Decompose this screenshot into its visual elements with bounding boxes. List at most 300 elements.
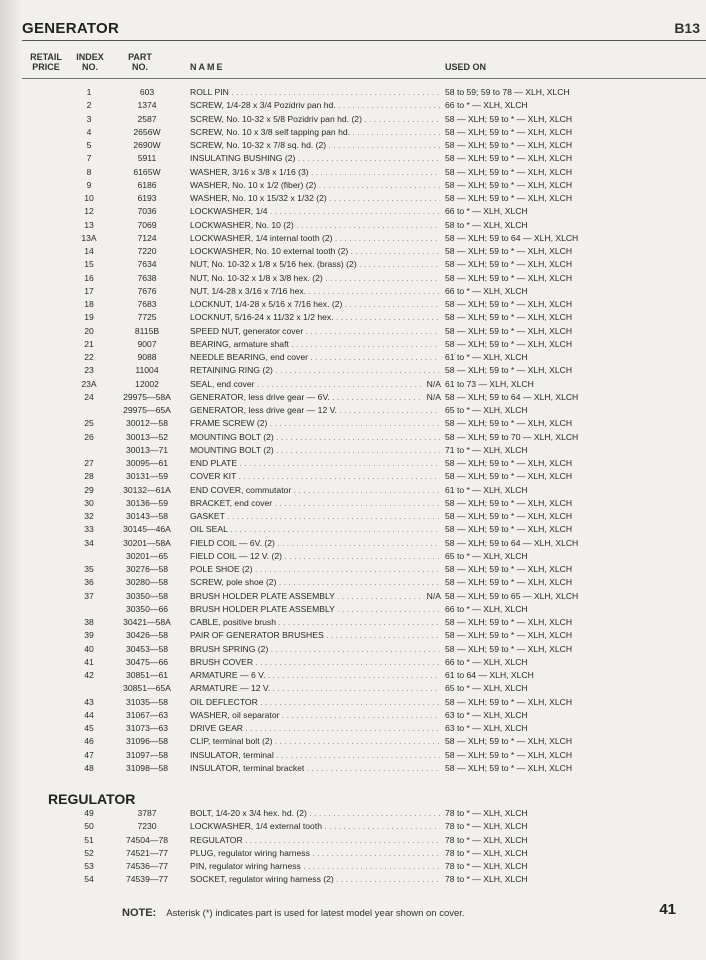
part-name-cell: [190, 682, 440, 695]
part-name-cell: [190, 166, 440, 179]
used-on: 58 — XLH; 59 to * — XLH, XLCH: [445, 762, 573, 773]
table-row: [0, 417, 706, 430]
table-row: [0, 722, 706, 735]
index-number: 24: [84, 391, 94, 402]
index-number: 12: [84, 206, 94, 217]
part-name: WASHER, oil separator . . .: [190, 710, 440, 720]
used-on: 71 to * — XLH, XLCH: [445, 444, 528, 455]
table-row: [0, 404, 706, 417]
table-row: [0, 550, 706, 563]
table-row: [0, 205, 706, 218]
table-row: [0, 563, 706, 576]
part-number: 30143—58: [125, 511, 169, 521]
part-name: SCREW, 1/4-28 x 3/4 Pozidriv pan hd. . . .: [190, 100, 440, 110]
part-name-cell: [190, 834, 440, 847]
part-name: LOCKWASHER, 1/4 external tooth . . .: [190, 821, 440, 831]
index-number: 23: [84, 365, 94, 376]
table-row: [0, 431, 706, 444]
header-retail-price: RETAIL PRICE: [30, 52, 62, 72]
used-on: 58 — XLH; 59 to 70 — XLH, XLCH: [445, 431, 579, 442]
index-number: 29: [84, 484, 94, 495]
part-name-cell: [190, 364, 440, 377]
part-number: 30131—59: [125, 471, 169, 482]
part-number: 30136—59: [125, 497, 169, 508]
part-name: END COVER, commutator . . .: [190, 485, 440, 495]
used-on: 66 to * — XLH, XLCH: [445, 100, 528, 111]
part-name: WASHER, 3/16 x 3/8 x 1/16 (3) . . .: [190, 167, 440, 177]
table-row: [0, 152, 706, 165]
part-name-cell: [190, 735, 440, 748]
page-number: 41: [659, 901, 676, 918]
table-row: [0, 860, 706, 873]
part-name: SPEED NUT, generator cover . . .: [190, 326, 440, 336]
part-name-cell: [190, 298, 440, 311]
availability-note: N/A: [421, 391, 441, 404]
part-name: SCREW, No. 10-32 x 7/8 sq. hd. (2) . . .: [190, 140, 440, 150]
part-number: 5911: [137, 153, 157, 164]
part-name: FIELD COIL — 6V. (2) . . .: [190, 538, 440, 548]
index-number: 35: [84, 564, 94, 574]
part-name: PLUG, regulator wiring harness . . .: [190, 848, 440, 858]
table-row: [0, 696, 706, 709]
part-name-cell: [190, 86, 440, 99]
footnote-text: Asterisk (*) indicates part is used for latest model year shown on cover.: [166, 908, 465, 919]
part-number: 30851—61: [125, 670, 169, 680]
index-number: 44: [84, 709, 94, 720]
index-number: 51: [84, 834, 94, 845]
part-number: 2587: [137, 113, 157, 124]
part-name: LOCKNUT, 1/4-28 x 5/16 x 7/16 hex. (2) . . .: [190, 299, 440, 309]
part-name: INSULATING BUSHING (2) . . .: [190, 153, 440, 163]
table-row: [0, 364, 706, 377]
part-name-cell: [190, 338, 440, 351]
part-name-cell: [190, 245, 440, 258]
index-number: 53: [84, 861, 94, 871]
part-name-cell: [190, 576, 440, 589]
part-number: 30475—66: [125, 656, 169, 667]
part-number: 603: [139, 87, 155, 97]
index-number: 34: [84, 537, 94, 548]
used-on: 61 to * — XLH, XLCH: [445, 352, 528, 362]
top-divider: [22, 40, 706, 41]
part-name: END PLATE . . .: [190, 458, 440, 468]
part-name-cell: [190, 431, 440, 444]
table-row: [0, 351, 706, 364]
part-number: 6165W: [133, 166, 161, 177]
index-number: 26: [84, 431, 94, 442]
header-index-no: INDEX NO.: [76, 52, 104, 72]
index-number: 8: [86, 166, 92, 177]
used-on: 58 — XLH; 59 to * — XLH, XLCH: [445, 617, 573, 627]
table-row: [0, 444, 706, 457]
part-number: 30201—65: [125, 550, 169, 561]
table-row: [0, 603, 706, 616]
part-number: 6186: [137, 179, 157, 190]
table-row: [0, 272, 706, 285]
used-on: 58 — XLH; 59 to * — XLH, XLCH: [445, 511, 573, 521]
part-name-cell: [190, 205, 440, 218]
part-name-cell: [190, 484, 440, 497]
part-name-cell: [190, 873, 440, 886]
part-name: NEEDLE BEARING, end cover . . .: [190, 352, 440, 362]
used-on: 58 — XLH; 59 to * — XLH, XLCH: [445, 153, 573, 164]
part-name-cell: [190, 550, 440, 563]
part-name-cell: [190, 391, 440, 404]
part-name: NUT, 1/4-28 x 3/16 x 7/16 hex. . . .: [190, 286, 440, 296]
table-row: [0, 298, 706, 311]
used-on: 58 — XLH; 59 to 64 — XLH, XLCH: [445, 391, 579, 402]
table-row: [0, 219, 706, 232]
part-name: FIELD COIL — 12 V. (2) . . .: [190, 551, 440, 561]
used-on: 78 to * — XLH, XLCH: [445, 834, 528, 845]
part-name: BRUSH HOLDER PLATE ASSEMBLY . . .: [190, 604, 440, 614]
table-row: [0, 86, 706, 99]
used-on: 58 — XLH; 59 to * — XLH, XLCH: [445, 524, 573, 535]
part-name-cell: [190, 603, 440, 616]
index-number: 13: [84, 219, 94, 230]
index-number: 14: [84, 246, 94, 256]
used-on: 65 to * — XLH, XLCH: [445, 405, 528, 415]
index-number: 13A: [81, 232, 97, 243]
table-row: [0, 523, 706, 536]
index-number: 30: [84, 497, 94, 508]
part-name-cell: [190, 258, 440, 271]
header-divider: [22, 78, 706, 79]
index-number: 3: [86, 113, 92, 124]
footnote-label: NOTE:: [122, 907, 157, 919]
header-part-no: PART NO.: [128, 52, 152, 72]
part-number: 30280—58: [125, 577, 169, 588]
part-name-cell: [190, 444, 440, 457]
index-number: 40: [84, 643, 94, 654]
part-name: PAIR OF GENERATOR BRUSHES . . .: [190, 630, 440, 640]
index-number: 37: [84, 590, 94, 601]
part-number: 30013—52: [125, 431, 169, 442]
index-number: 21: [84, 338, 94, 349]
used-on: 66 to * — XLH, XLCH: [445, 285, 528, 296]
used-on: 78 to * — XLH, XLCH: [445, 821, 528, 832]
part-name-cell: [190, 232, 440, 245]
part-name-cell: [190, 272, 440, 285]
part-name: LOCKWASHER, 1/4 internal tooth (2) . . .: [190, 233, 440, 243]
part-number: 2690W: [133, 140, 161, 150]
part-number: 74521—77: [125, 847, 169, 858]
table-row: [0, 99, 706, 112]
used-on: 58 — XLH; 59 to * — XLH, XLCH: [445, 113, 573, 124]
index-number: 2: [86, 100, 92, 111]
index-number: 20: [84, 325, 94, 336]
table-row: [0, 484, 706, 497]
used-on: 61 to 73 — XLH, XLCH: [445, 378, 534, 389]
table-row: [0, 457, 706, 470]
table-row: [0, 325, 706, 338]
part-number: 29975—58A: [123, 391, 171, 402]
used-on: 58 — XLH; 59 to * — XLH, XLCH: [445, 140, 573, 150]
used-on: 66 to * — XLH, XLCH: [445, 206, 528, 217]
index-number: 9: [86, 179, 92, 190]
part-name-cell: [190, 510, 440, 523]
part-name-cell: [190, 497, 440, 510]
page-code: B13: [674, 20, 700, 36]
part-name-cell: [190, 616, 440, 629]
part-name-cell: [190, 643, 440, 656]
part-number: 30145—46A: [123, 524, 171, 535]
used-on: 61 to * — XLH, XLCH: [445, 484, 528, 495]
index-number: 28: [84, 471, 94, 482]
index-number: 1: [86, 87, 92, 97]
table-row: [0, 873, 706, 886]
availability-note: N/A: [421, 378, 441, 391]
part-name-cell: [190, 749, 440, 762]
used-on: 58 — XLH; 59 to * — XLH, XLCH: [445, 259, 573, 270]
part-name-cell: [190, 325, 440, 338]
part-name-cell: [190, 669, 440, 682]
part-number: 30012—58: [125, 418, 169, 429]
table-row: [0, 590, 706, 603]
part-name-cell: [190, 722, 440, 735]
index-number: 7: [86, 153, 92, 164]
regulator-section-title: REGULATOR: [48, 791, 136, 807]
part-name: INSULATOR, terminal . . .: [190, 750, 440, 760]
index-number: 49: [84, 808, 94, 818]
part-name-cell: [190, 709, 440, 722]
table-row: [0, 378, 706, 391]
part-name: COVER KIT . . .: [190, 471, 440, 481]
part-name: SCREW, pole shoe (2) . . .: [190, 577, 440, 587]
part-name-cell: [190, 629, 440, 642]
table-row: [0, 656, 706, 669]
index-number: 27: [84, 458, 94, 468]
part-name-cell: [190, 152, 440, 165]
index-number: 46: [84, 736, 94, 747]
index-number: 22: [84, 352, 94, 362]
used-on: 58 — XLH; 59 to * — XLH, XLCH: [445, 577, 573, 588]
table-row: [0, 232, 706, 245]
part-number: 29975—65A: [123, 405, 171, 415]
part-name: REGULATOR . . .: [190, 835, 440, 845]
part-number: 3787: [137, 808, 157, 818]
used-on: 58 — XLH; 59 to * — XLH, XLCH: [445, 458, 573, 468]
used-on: 58 — XLH; 59 to * — XLH, XLCH: [445, 166, 573, 177]
table-row: [0, 139, 706, 152]
used-on: 58 — XLH; 59 to * — XLH, XLCH: [445, 179, 573, 190]
part-name: NUT, No. 10-32 x 1/8 x 5/16 hex. (brass) (2) . . .: [190, 259, 440, 269]
table-row: [0, 762, 706, 775]
table-row: [0, 834, 706, 847]
used-on: 58 — XLH; 59 to * — XLH, XLCH: [445, 193, 573, 203]
index-number: 33: [84, 524, 94, 535]
part-name-cell: [190, 860, 440, 873]
table-row: [0, 311, 706, 324]
table-row: [0, 285, 706, 298]
index-number: 32: [84, 511, 94, 521]
used-on: 66 to * — XLH, XLCH: [445, 656, 528, 667]
part-name-cell: [190, 311, 440, 324]
used-on: 65 to * — XLH, XLCH: [445, 550, 528, 561]
index-number: 23A: [81, 378, 97, 389]
part-name: BEARING, armature shaft . . .: [190, 339, 440, 349]
part-name-cell: [190, 656, 440, 669]
table-row: [0, 709, 706, 722]
part-name: SCREW, No. 10 x 3/8 self tapping pan hd. . . .: [190, 127, 440, 137]
part-name: PIN, regulator wiring harness . . .: [190, 861, 440, 871]
index-number: 50: [84, 821, 94, 832]
table-row: [0, 258, 706, 271]
part-name: INSULATOR, terminal bracket . . .: [190, 763, 440, 773]
part-number: 30201—58A: [123, 537, 171, 548]
part-name: SOCKET, regulator wiring harness (2) . . .: [190, 874, 440, 884]
part-name: BRUSH COVER . . .: [190, 657, 440, 667]
used-on: 61 to 64 — XLH, XLCH: [445, 670, 534, 680]
used-on: 78 to * — XLH, XLCH: [445, 847, 528, 858]
part-number: 31096—58: [125, 736, 169, 747]
part-name-cell: [190, 99, 440, 112]
used-on: 58 — XLH; 59 to * — XLH, XLCH: [445, 497, 573, 508]
part-number: 9088: [137, 352, 157, 362]
part-name-cell: [190, 762, 440, 775]
part-number: 7069: [137, 219, 157, 230]
part-name: LOCKWASHER, 1/4 . . .: [190, 206, 440, 216]
table-row: [0, 537, 706, 550]
part-name: POLE SHOE (2) . . .: [190, 564, 440, 574]
index-number: 17: [84, 285, 94, 296]
used-on: 58 — XLH; 59 to * — XLH, XLCH: [445, 126, 573, 137]
part-name: OIL DEFLECTOR . . .: [190, 697, 440, 707]
table-row: [0, 749, 706, 762]
part-number: 30350—58: [125, 590, 169, 601]
part-name-cell: [190, 113, 440, 126]
part-name-cell: [190, 417, 440, 430]
part-name: ROLL PIN . . .: [190, 87, 440, 97]
part-number: 6193: [137, 193, 157, 203]
part-name: ARMATURE — 6 V. . . .: [190, 670, 440, 680]
part-number: 7634: [137, 259, 157, 270]
used-on: 78 to * — XLH, XLCH: [445, 874, 528, 885]
used-on: 65 to * — XLH, XLCH: [445, 683, 528, 694]
part-name-cell: [190, 537, 440, 550]
used-on: 58 to 59; 59 to 78 — XLH, XLCH: [445, 87, 570, 97]
used-on: 63 to * — XLH, XLCH: [445, 723, 528, 733]
part-name: RETAINING RING (2) . . .: [190, 365, 440, 375]
part-name: SCREW, No. 10-32 x 5/8 Pozidriv pan hd. (2) . . .: [190, 114, 440, 124]
part-number: 11004: [135, 365, 159, 376]
table-row: [0, 847, 706, 860]
part-name: MOUNTING BOLT (2) . . .: [190, 432, 440, 442]
table-row: [0, 616, 706, 629]
part-name: BRACKET, end cover . . .: [190, 498, 440, 508]
used-on: 66 to * — XLH, XLCH: [445, 603, 528, 614]
table-row: [0, 391, 706, 404]
part-number: 9007: [137, 338, 157, 349]
part-name: WASHER, No. 10 x 15/32 x 1/32 (2) . . .: [190, 193, 440, 203]
index-number: 47: [84, 749, 94, 760]
part-name: DRIVE GEAR . . .: [190, 723, 440, 733]
table-row: [0, 338, 706, 351]
part-name-cell: [190, 696, 440, 709]
table-row: [0, 682, 706, 695]
part-name-cell: [190, 285, 440, 298]
part-name: BRUSH HOLDER PLATE ASSEMBLY . . .: [190, 591, 440, 601]
part-name: CLIP, terminal bolt (2) . . .: [190, 736, 440, 746]
part-number: 30132—61A: [123, 484, 171, 495]
part-number: 31067—63: [125, 709, 169, 720]
part-name-cell: [190, 126, 440, 139]
part-name-cell: [190, 378, 440, 391]
part-name-cell: [190, 457, 440, 470]
availability-note: N/A: [421, 590, 441, 603]
table-row: [0, 126, 706, 139]
part-name: GASKET . . .: [190, 511, 440, 521]
part-number: 31098—58: [125, 762, 169, 773]
index-number: 5: [86, 140, 92, 150]
part-number: 7638: [137, 272, 157, 283]
part-number: 8115B: [134, 325, 160, 336]
used-on: 58 — XLH; 59 to 64 — XLH, XLCH: [445, 232, 579, 243]
table-row: [0, 179, 706, 192]
index-number: 41: [84, 656, 94, 667]
part-name: MOUNTING BOLT (2) . . .: [190, 445, 440, 455]
index-number: 25: [84, 418, 94, 429]
table-row: [0, 643, 706, 656]
part-name: OIL SEAL . . .: [190, 524, 440, 534]
used-on: 58 — XLH; 59 to * — XLH, XLCH: [445, 246, 573, 256]
header-used-on: USED ON: [445, 62, 487, 72]
part-name: SEAL, end cover . . .: [190, 379, 440, 389]
part-number: 30426—58: [125, 630, 169, 641]
part-number: 12002: [135, 378, 159, 389]
part-number: 30095—61: [125, 458, 169, 468]
used-on: 58 to * — XLH, XLCH: [445, 219, 528, 230]
table-row: [0, 113, 706, 126]
table-row: [0, 820, 706, 833]
index-number: 16: [84, 272, 94, 283]
part-name-cell: [190, 179, 440, 192]
part-number: 2656W: [133, 126, 161, 137]
part-number: 7220: [137, 246, 157, 256]
used-on: 58 — XLH; 59 to 64 — XLH, XLCH: [445, 537, 579, 548]
part-name: GENERATOR, less drive gear — 12 V. . . .: [190, 405, 440, 415]
part-number: 31097—58: [125, 749, 169, 760]
section-title: GENERATOR: [22, 20, 120, 37]
part-name: FRAME SCREW (2) . . .: [190, 418, 440, 428]
used-on: 58 — XLH; 59 to * — XLH, XLCH: [445, 630, 573, 641]
part-name: NUT, No. 10-32 x 1/8 x 3/8 hex. (2) . . .: [190, 273, 440, 283]
part-number: 31035—58: [125, 696, 169, 707]
used-on: 58 — XLH; 59 to * — XLH, XLCH: [445, 749, 573, 760]
table-row: [0, 192, 706, 205]
part-name-cell: [190, 470, 440, 483]
table-row: [0, 669, 706, 682]
table-row: [0, 807, 706, 820]
header-name: NAME: [190, 62, 225, 72]
used-on: 58 — XLH; 59 to * — XLH, XLCH: [445, 564, 573, 574]
part-number: 7683: [137, 299, 157, 309]
used-on: 58 — XLH; 59 to * — XLH, XLCH: [445, 272, 573, 283]
part-number: 30453—58: [125, 643, 169, 654]
part-number: 7036: [137, 206, 157, 217]
table-row: [0, 576, 706, 589]
index-number: 18: [84, 299, 94, 309]
index-number: 36: [84, 577, 94, 588]
part-name-cell: [190, 847, 440, 860]
used-on: 58 — XLH; 59 to * — XLH, XLCH: [445, 325, 573, 336]
table-row: [0, 245, 706, 258]
part-name: ARMATURE — 12 V. . . .: [190, 683, 440, 693]
used-on: 58 — XLH; 59 to * — XLH, XLCH: [445, 696, 573, 707]
table-row: [0, 497, 706, 510]
part-name-cell: [190, 523, 440, 536]
table-row: [0, 510, 706, 523]
